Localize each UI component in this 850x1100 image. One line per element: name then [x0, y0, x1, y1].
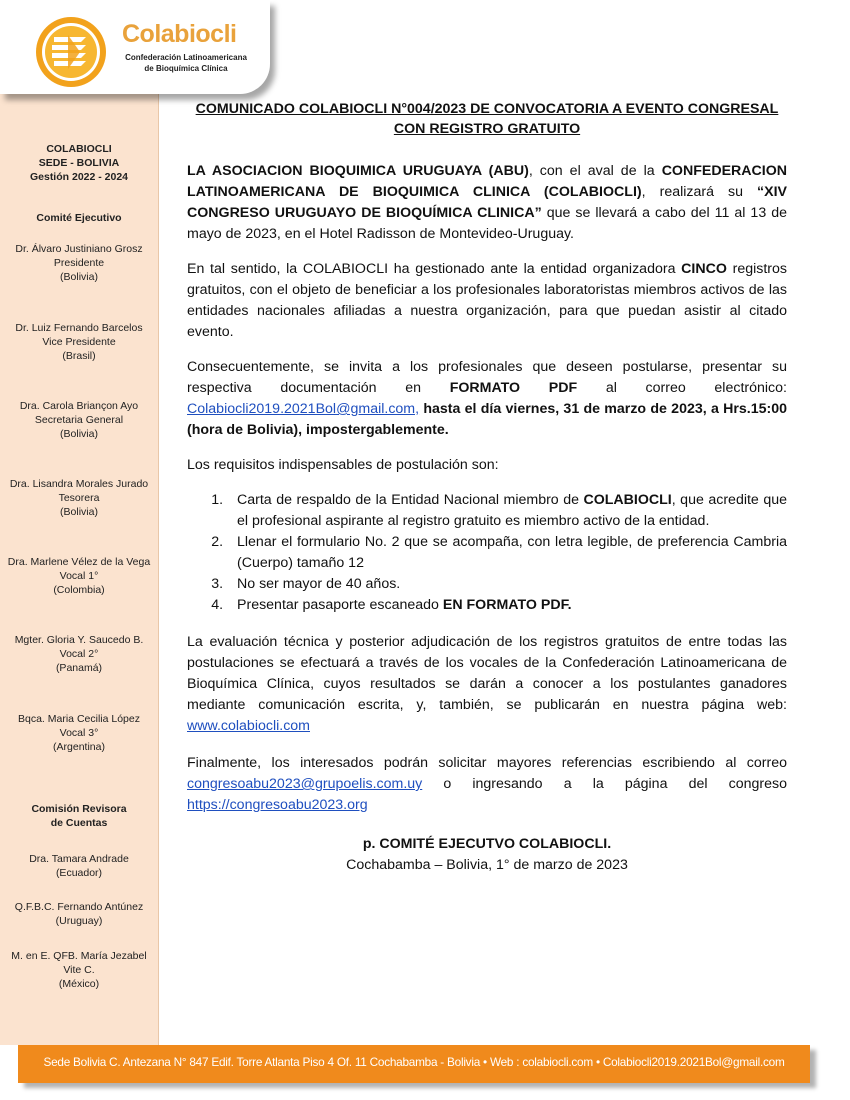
sidebar-comite-title: Comité Ejecutivo — [36, 212, 122, 224]
revisor-country: (México) — [58, 978, 100, 990]
congress-name: “XIV CONGRESO URUGUAYO DE BIOQUÍMICA CLINICA” — [187, 184, 787, 221]
paragraph-finalmente — [187, 753, 787, 816]
revisor-name: M. en E. QFB. María Jezabel — [11, 950, 147, 962]
member-country: (Bolivia) — [60, 271, 98, 283]
member-name: Dr. Álvaro Justiniano Grosz — [15, 243, 143, 255]
abu-name: LA ASOCIACION BIOQUIMICA URUGUAYA (ABU) — [187, 163, 529, 179]
sidebar-revisor — [0, 900, 158, 928]
title-line1: COMUNICADO COLABIOCLI N°004/2023 DE CONVOCATORIA A EVENTO CONGRESAL — [195, 101, 779, 117]
revisor-name-cont: Vite C. — [63, 964, 95, 976]
formato-pdf-bold: FORMATO PDF — [449, 380, 578, 396]
member-country: (Colombia) — [53, 584, 105, 596]
formato-pdf-bold: EN FORMATO PDF. — [442, 597, 572, 613]
sidebar-revisor — [0, 949, 158, 991]
sidebar-member — [0, 242, 158, 284]
text: , que acredite que el profesional aspirante al registro gratuito es miembro activo de la entidad. — [237, 492, 787, 529]
sidebar-revisor — [0, 852, 158, 880]
colabiocli-bold: COLABIOCLI — [583, 492, 672, 508]
member-name: Dra. Carola Briançon Ayo — [19, 400, 139, 412]
website-link[interactable]: www.colabiocli.com — [187, 718, 310, 734]
sidebar-comision-title — [0, 802, 158, 830]
paragraph-requisitos-intro: Los requisitos indispensables de postulación son: — [187, 457, 499, 473]
cinco-bold: CINCO — [681, 261, 727, 277]
text: Presentar pasaporte escaneado — [237, 597, 443, 613]
sidebar-org-block — [0, 142, 158, 184]
logo-name: Colabiocli — [122, 20, 237, 48]
sidebar-member — [0, 477, 158, 519]
signature: p. COMITÉ EJECUTVO COLABIOCLI. — [362, 836, 612, 852]
paragraph-intro — [187, 161, 787, 245]
sidebar-org: COLABIOCLI — [46, 143, 112, 155]
congress-email-link[interactable]: congresoabu2023@grupoelis.com.uy — [187, 776, 423, 792]
sidebar-member — [0, 555, 158, 597]
member-name: Dra. Marlene Vélez de la Vega — [7, 556, 151, 568]
text: o ingresando a la página del congreso — [422, 776, 787, 792]
member-role: Vocal 2° — [59, 648, 99, 660]
congress-website-link[interactable]: https://congresoabu2023.org — [187, 797, 368, 813]
sidebar-member — [0, 712, 158, 754]
sidebar-member — [0, 399, 158, 441]
sidebar-member — [0, 321, 158, 363]
comision-title-line1: Comisión Revisora — [31, 803, 127, 815]
member-name: Bqca. Maria Cecilia López — [18, 713, 140, 725]
member-country: (Brasil) — [62, 350, 96, 362]
sidebar-gestion: Gestión 2022 - 2024 — [29, 171, 129, 183]
text: , con el aval de la — [528, 163, 662, 179]
text: , realizará su — [641, 184, 758, 200]
member-name: Dra. Lisandra Morales Jurado — [9, 478, 149, 490]
member-role: Presidente — [53, 257, 105, 269]
member-role: Vice Presidente — [42, 336, 116, 348]
colabiocli-name: CONFEDERACION LATINOAMERICANA DE BIOQUIMICA CLINICA (COLABIOCLI) — [187, 163, 788, 200]
email-link[interactable]: Colabiocli2019.2021Bol@gmail.com, — [187, 401, 420, 417]
member-role: Vocal 3° — [59, 727, 99, 739]
member-role: Vocal 1° — [59, 570, 99, 582]
paragraph-convocatoria — [187, 357, 787, 441]
text: La evaluación técnica y posterior adjudicación de los registros gratuitos de entre todas las postulaciones se efectuará a través de los vocales de la Confederación Latinoamericana de Bioquímica Clínica, cuyos resultados se darán a conocer a los postulantes ganadores mediante comunicación escrita, y, también, se publicarán en nuestra página web: — [187, 634, 787, 713]
text: al correo electrónico: — [577, 380, 787, 396]
member-role: Tesorera — [58, 492, 100, 504]
member-country: (Bolivia) — [60, 506, 98, 518]
paragraph-evaluacion — [187, 632, 787, 737]
colabiocli-logo-icon — [34, 15, 108, 89]
text: Consecuentemente, se invita a los profesionales que deseen postularse, presentar su respectiva documentación en — [187, 359, 787, 396]
member-country: (Bolivia) — [60, 428, 98, 440]
member-country: (Panamá) — [55, 662, 103, 674]
member-name: Mgter. Gloria Y. Saucedo B. — [14, 634, 144, 646]
footer-bar — [18, 1045, 810, 1083]
text: Carta de respaldo de la Entidad Nacional miembro de — [237, 492, 584, 508]
requirements-list — [187, 490, 787, 616]
logo-subtitle-line2: de Bioquímica Clínica — [144, 64, 228, 73]
title-line2: CON REGISTRO GRATUITO — [393, 121, 581, 137]
comision-title-line2: de Cuentas — [50, 817, 108, 829]
revisor-country: (Ecuador) — [55, 867, 103, 879]
revisor-name: Dra. Tamara Andrade — [29, 853, 129, 865]
deadline-bold: hasta el día viernes, 31 de marzo de 2023, a Hrs.15:00 (hora de Bolivia), impostergablemente. — [187, 401, 787, 438]
sidebar-sede: SEDE - BOLIVIA — [38, 157, 120, 169]
text: que se llevará a cabo del 11 al 13 de mayo de 2023, en el Hotel Radisson de Montevideo-Uruguay. — [187, 205, 787, 242]
requirement-item — [227, 490, 787, 532]
requirement-item — [227, 595, 787, 616]
requirement-item: 2. Llenar el formulario No. 2 que se acompaña, con letra legible, de preferencia Cambria (Cuerpo) tamaño 12 — [227, 532, 787, 574]
sidebar-member — [0, 633, 158, 675]
place-date: Cochabamba – Bolivia, 1° de marzo de 2023 — [346, 857, 628, 873]
text: registros gratuitos, con el objeto de beneficiar a los profesionales laboratoristas miembros activos de las entidades nacionales afiliadas a nuestra organización, para que puedan asistir al citado evento. — [187, 261, 787, 340]
revisor-country: (Uruguay) — [55, 915, 103, 927]
document-title — [187, 99, 787, 139]
document-body — [187, 95, 787, 876]
revisor-name: Q.F.B.C. Fernando Antúnez — [14, 901, 144, 913]
member-role: Secretaria General — [34, 414, 124, 426]
text: En tal sentido, la COLABIOCLI ha gestionado ante la entidad organizadora — [187, 261, 682, 277]
paragraph-registros — [187, 259, 787, 343]
text: Finalmente, los interesados podrán solicitar mayores referencias escribiendo al correo — [187, 755, 787, 771]
requirement-item: 3. No ser mayor de 40 años. — [227, 574, 787, 595]
member-name: Dr. Luiz Fernando Barcelos — [15, 322, 143, 334]
logo-header — [0, 0, 270, 94]
logo-subtitle-line1: Confederación Latinoamericana — [125, 53, 247, 62]
member-country: (Argentina) — [53, 741, 105, 753]
footer-text: Sede Bolivia C. Antezana N° 847 Edif. Torre Atlanta Piso 4 Of. 11 Cochabamba - Bolivia • Web : colabiocli.com • Colabiocli2019.2021Bol@gmail.com — [43, 1055, 785, 1069]
